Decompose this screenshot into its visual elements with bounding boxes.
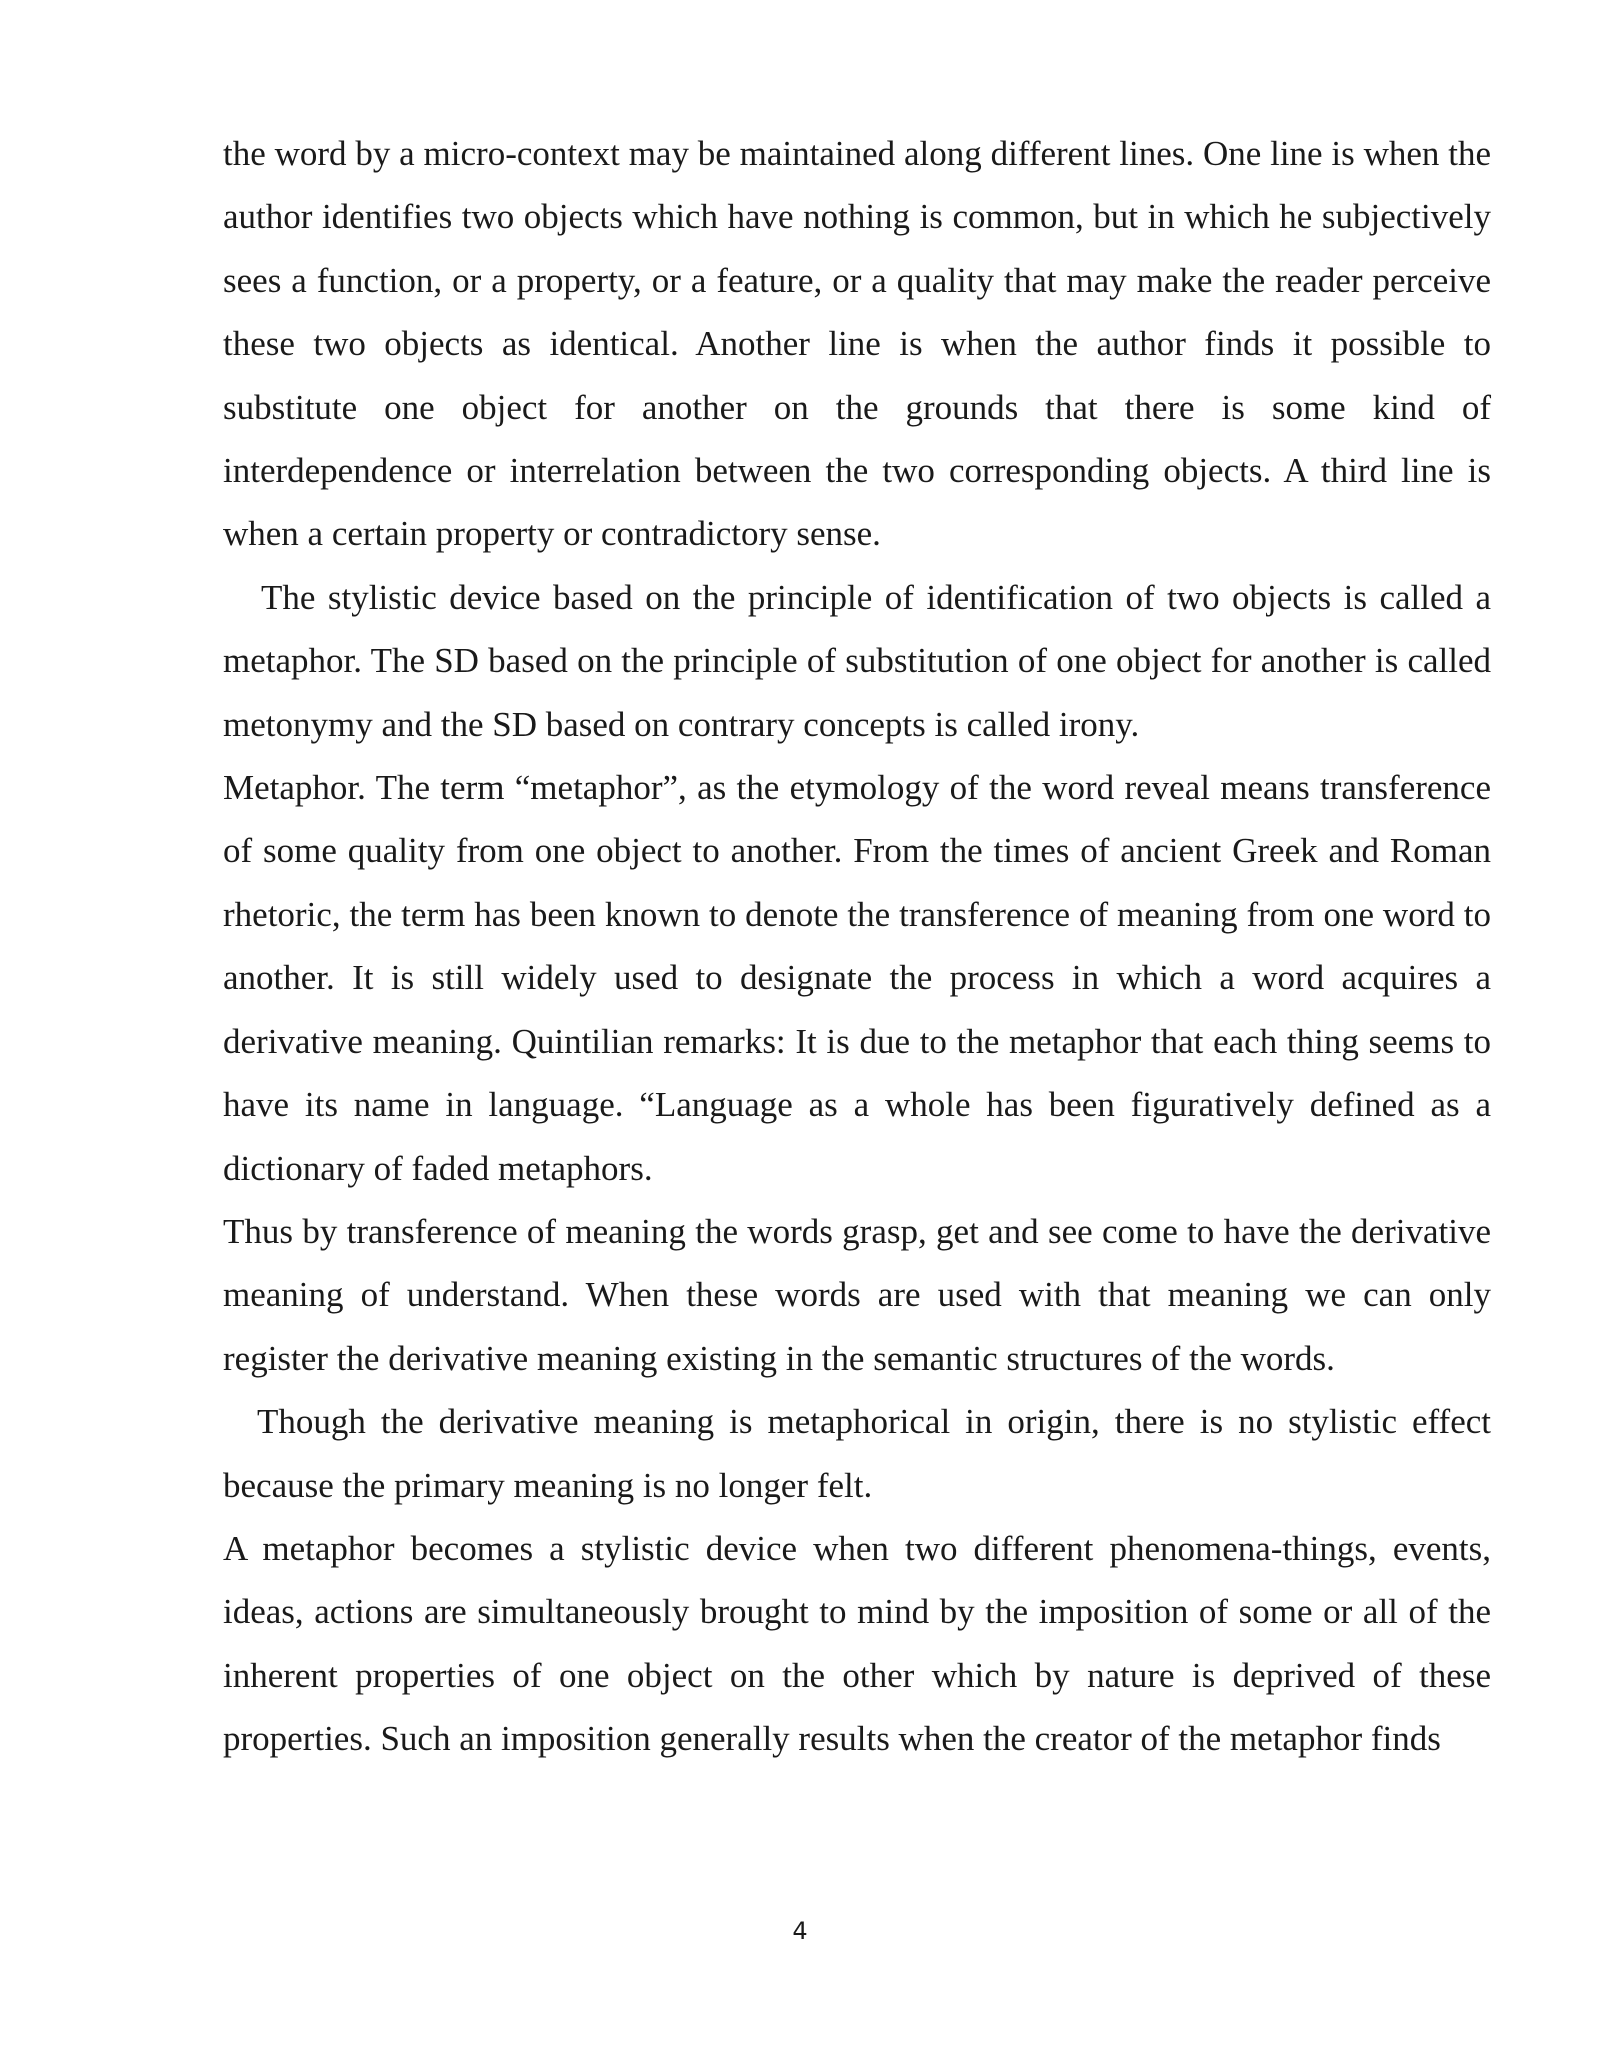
body-text <box>223 122 1491 1771</box>
page-number: 4 <box>792 1917 808 1945</box>
paragraph-metaphor-as-device: A metaphor becomes a stylistic device when two different phenomena-things, events, ideas, actions are simultaneously brought to mind by the imposition of some or all of the inherent properties of one object on the other which by nature is deprived of these properties. Such an imposition generally results when the creator of the metaphor finds <box>223 1528 1491 1759</box>
paragraph-no-stylistic-effect: Though the derivative meaning is metaphorical in origin, there is no stylistic effect because the primary meaning is no longer felt. <box>223 1402 1491 1505</box>
paragraph-lines-of-identification: the word by a micro-context may be maintained along different lines. One line is when the author identifies two objects which have nothing is common, but in which he subjectively sees a function, or a property, or a feature, or a quality that may make the reader perceive these two objects as identical. Another line is when the author finds it possible to substitute one object for another on the grounds that there is some kind of interdependence or interrelation between the two corresponding objects. A third line is when a certain property or contradictory sense. <box>223 134 1491 554</box>
paragraph-transference-examples: Thus by transference of meaning the words grasp, get and see come to have the derivative meaning of understand. When these words are used with that meaning we can only register the derivative meaning existing in the semantic structures of the words. <box>223 1211 1491 1378</box>
paragraph-metaphor-etymology: Metaphor. The term “metaphor”, as the etymology of the word reveal means transference of some quality from one object to another. From the times of ancient Greek and Roman rhetoric, the term has been known to denote the transference of meaning from one word to another. It is still widely used to designate the process in which a word acquires a derivative meaning. Quintilian remarks: It is due to the metaphor that each thing seems to have its name in language. “Language as a whole has been figuratively defined as a dictionary of faded metaphors. <box>223 768 1491 1188</box>
paragraph-stylistic-device-definitions: The stylistic device based on the principle of identification of two objects is called a metaphor. The SD based on the principle of substitution of one object for another is called metonymy and the SD based on contrary concepts is called irony. <box>223 577 1491 744</box>
